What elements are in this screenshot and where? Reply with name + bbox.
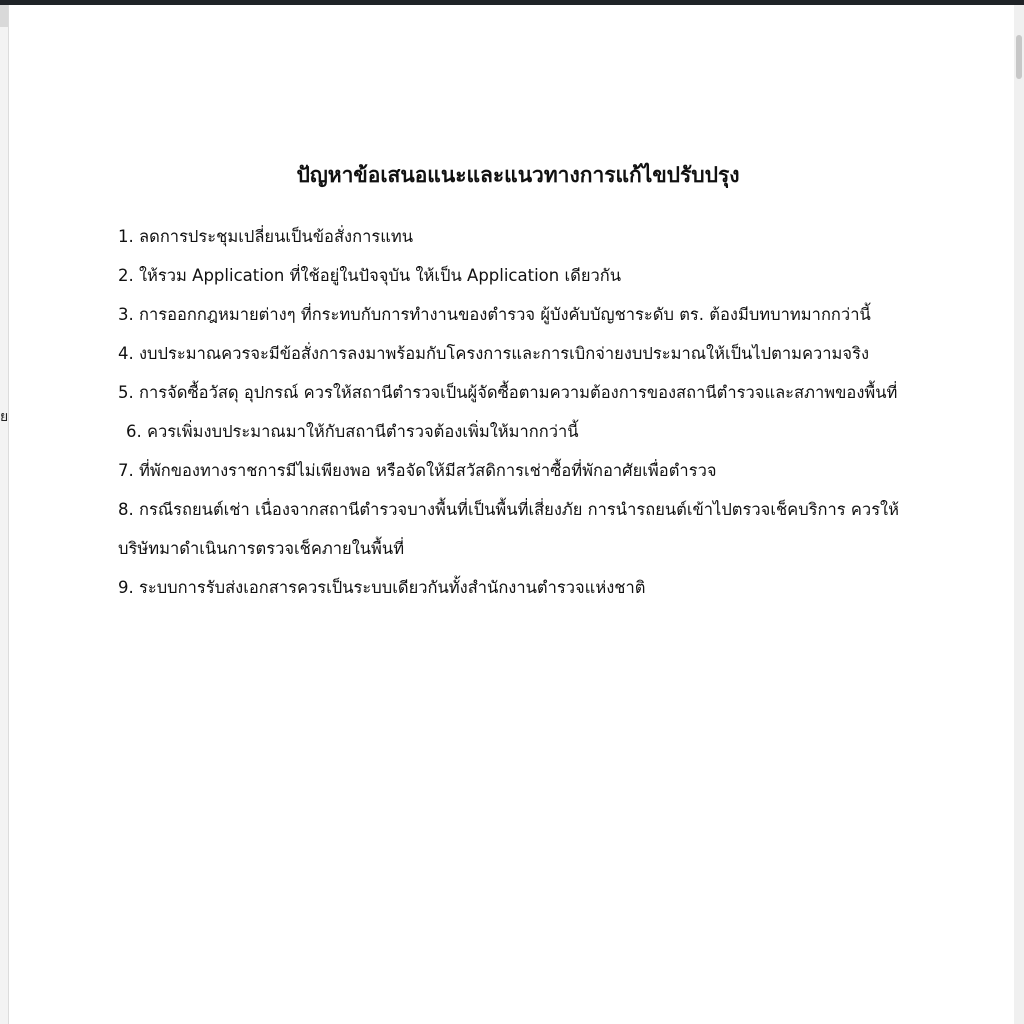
left-window-edge-top — [0, 5, 8, 27]
list-item: 7. ที่พักของทางราชการมีไม่เพียงพอ หรือจัดให้มีสวัสดิการเช่าซื้อที่พักอาศัยเพื่อตำรวจ — [118, 461, 717, 480]
list-item: 3. การออกกฎหมายต่างๆ ที่กระทบกับการทำงานของตำรวจ ผู้บังคับบัญชาระดับ ตร. ต้องมีบทบาทมากกว่านี้ — [118, 305, 871, 324]
vertical-scrollbar[interactable] — [1014, 5, 1024, 1024]
left-window-edge — [0, 5, 9, 1024]
list-item: 5. การจัดซื้อวัสดุ อุปกรณ์ ควรให้สถานีตำรวจเป็นผู้จัดซื้อตามความต้องการของสถานีตำรวจและสภาพของพื้นที่ — [118, 383, 898, 402]
list-item: 4. งบประมาณควรจะมีข้อสั่งการลงมาพร้อมกับโครงการและการเบิกจ่ายงบประมาณให้เป็นไปตามความจริง — [118, 344, 869, 363]
list-item: 8. กรณีรถยนต์เช่า เนื่องจากสถานีตำรวจบางพื้นที่เป็นพื้นที่เสี่ยงภัย การนำรถยนต์เข้าไปตรวจเช็คบริการ ควรให้บริษัทมาดำเนินการตรวจเช็คภายในพื้นที่ — [118, 500, 899, 558]
recommendation-list — [118, 217, 918, 607]
list-item: 9. ระบบการรับส่งเอกสารควรเป็นระบบเดียวกันทั้งสำนักงานตำรวจแห่งชาติ — [118, 578, 646, 597]
list-item: 6. ควรเพิ่มงบประมาณมาให้กับสถานีตำรวจต้องเพิ่มให้มากกว่านี้ — [126, 422, 579, 441]
scrollbar-thumb[interactable] — [1016, 35, 1022, 79]
list-item: 2. ให้รวม Application ที่ใช้อยู่ในปัจจุบัน ให้เป็น Application เดียวกัน — [118, 266, 622, 285]
window-top-bar — [0, 0, 1024, 5]
document-title: ปัญหาข้อเสนอแนะและแนวทางการแก้ไขปรับปรุง — [296, 163, 740, 187]
left-edge-partial-text: ย — [0, 409, 9, 425]
list-item: 1. ลดการประชุมเปลี่ยนเป็นข้อสั่งการแทน — [118, 227, 413, 246]
